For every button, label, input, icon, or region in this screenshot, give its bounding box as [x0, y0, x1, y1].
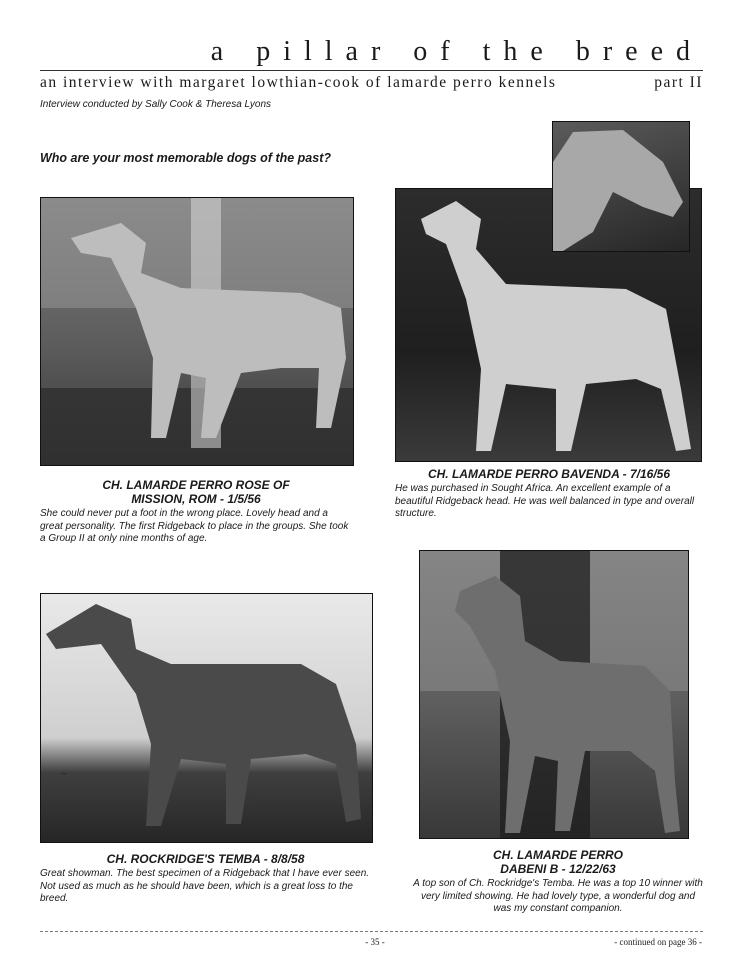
caption-title: CH. LAMARDE PERRO — [492, 848, 623, 862]
photo-rose-of-mission — [40, 197, 354, 466]
caption-body: A top son of Ch. Rockridge's Temba. He was a top 10 winner with very limited showing. He had lovely type, a wonderful dog and was my constant companion. — [413, 878, 703, 914]
continued-note: - continued on page 36 - — [614, 937, 702, 947]
interview-question: Who are your most memorable dogs of the past? — [40, 151, 332, 165]
footer-rule — [40, 931, 703, 932]
caption-rockridges-temba — [40, 852, 371, 906]
caption-title: CH. LAMARDE PERRO ROSE OF — [102, 478, 290, 492]
title-rule — [40, 70, 703, 71]
caption-title: CH. ROCKRIDGE'S TEMBA - 8/8/58 — [106, 852, 305, 866]
caption-body: Great showman. The best specimen of a Ridgeback that I have ever seen. Not used as much as he should have been, which is a great loss to the breed. — [40, 868, 370, 904]
inset-head-portrait — [552, 121, 690, 252]
caption-bavenda — [395, 467, 703, 521]
caption-rose-of-mission — [40, 478, 352, 546]
caption-body: He was purchased in Sought Africa. An excellent example of a beautiful Ridgeback head. He was well balanced in type and overall structure. — [395, 483, 695, 519]
caption-body: She could never put a foot in the wrong place. Lovely head and a great personality. The first Ridgeback to place in the groups. She took a Group II at only nine months of age. — [40, 508, 349, 544]
article-title: a pillar of the breed — [210, 36, 703, 67]
caption-title: MISSION, ROM - 1/5/56 — [131, 492, 261, 506]
photographer-signature: ~ — [61, 769, 67, 780]
page-number: - 35 - — [365, 937, 385, 947]
caption-title: CH. LAMARDE PERRO BAVENDA - 7/16/56 — [427, 467, 671, 481]
caption-title: DABENI B - 12/22/63 — [500, 862, 616, 876]
caption-dabeni-b — [412, 848, 704, 916]
article-subtitle: an interview with margaret lowthian-cook of lamarde perro kennels — [40, 74, 557, 91]
part-label: part II — [654, 74, 703, 91]
photo-rockridges-temba — [40, 593, 373, 843]
interview-credit: Interview conducted by Sally Cook & Theresa Lyons — [40, 99, 272, 110]
photo-dabeni-b — [419, 550, 689, 839]
